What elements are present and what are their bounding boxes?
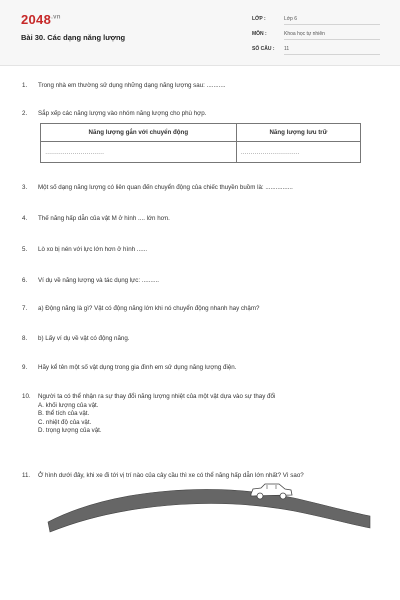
question-text: Người ta có thể nhận ra sự thay đổi năng lượng nhiệt của một vật dựa vào sự thay đổi <box>38 393 276 400</box>
meta-underline <box>284 39 380 40</box>
question-number: 8. <box>22 335 28 342</box>
meta-value: Lớp 6 <box>284 16 298 22</box>
question-number: 4. <box>22 215 28 222</box>
worksheet-header <box>0 0 400 66</box>
question-text: Ví dụ về năng lượng và tác dụng lực: .......... <box>38 277 160 284</box>
meta-key: SỐ CÂU : <box>252 46 275 52</box>
answer-option-c[interactable]: C. nhiệt độ của vật. <box>38 418 92 426</box>
meta-key: LỚP : <box>252 16 266 22</box>
logo-number: 2048 <box>21 12 52 27</box>
question-text: Ở hình dưới đây, khi xe đi tới vị trí nào của cây cầu thì xe có thể năng hấp dẫn lớn nhất? Vì sao? <box>38 472 304 479</box>
meta-key: MÔN : <box>252 31 267 37</box>
question-text: Thế năng hấp dẫn của vật M ở hình .... lớn hơn. <box>38 215 170 222</box>
table-cell-blank[interactable]: ………………………… <box>41 142 237 163</box>
meta-underline <box>284 54 380 55</box>
question-text: Hãy kể tên một số vật dụng trong gia đình em sử dụng năng lượng điện. <box>38 364 237 371</box>
energy-sort-table <box>40 123 361 163</box>
question-number: 11. <box>22 472 31 479</box>
question-text: Trong nhà em thường sử dụng những dạng năng lượng sau: ........... <box>38 82 226 89</box>
question-text: Một số dạng năng lượng có liên quan đến chuyển động của chiếc thuyền buồm là: ................ <box>38 184 293 191</box>
question-text: b) Lấy ví dụ về vật có động năng. <box>38 335 130 342</box>
table-header: Năng lượng lưu trữ <box>236 124 360 142</box>
question-text-block <box>38 393 382 436</box>
bridge-arch <box>48 490 370 532</box>
question-number: 9. <box>22 364 28 371</box>
meta-value: 11 <box>284 46 290 52</box>
question-number: 3. <box>22 184 28 191</box>
question-text: Sắp xếp các năng lượng vào nhóm năng lượng cho phù hợp. <box>38 110 207 117</box>
question-text: Lò xo bị nén với lực lớn hơn ở hình ...... <box>38 246 148 253</box>
question-text: a) Động năng là gì? Vật có động năng lớn khi nó chuyển động nhanh hay chậm? <box>38 305 260 312</box>
answer-option-b[interactable]: B. thể tích của vật. <box>38 410 90 418</box>
answer-option-d[interactable]: D. trọng lượng của vật. <box>38 427 102 435</box>
meta-underline <box>284 24 380 25</box>
question-number: 2. <box>22 110 28 117</box>
answer-option-a[interactable]: A. khối lượng của vật. <box>38 401 99 409</box>
question-number: 7. <box>22 305 28 312</box>
table-cell-blank[interactable]: ………………………… <box>236 142 360 163</box>
table-header: Năng lượng gắn với chuyển động <box>41 124 237 142</box>
question-number: 5. <box>22 246 28 253</box>
bridge-car-illustration <box>44 478 374 540</box>
logo-tld: .vn <box>51 14 61 21</box>
question-number: 1. <box>22 82 28 89</box>
question-number: 6. <box>22 277 28 284</box>
lesson-title: Bài 30. Các dạng năng lượng <box>21 33 126 42</box>
question-number: 10. <box>22 393 31 400</box>
site-logo[interactable] <box>21 12 61 27</box>
meta-value: Khoa học tự nhiên <box>284 31 325 37</box>
